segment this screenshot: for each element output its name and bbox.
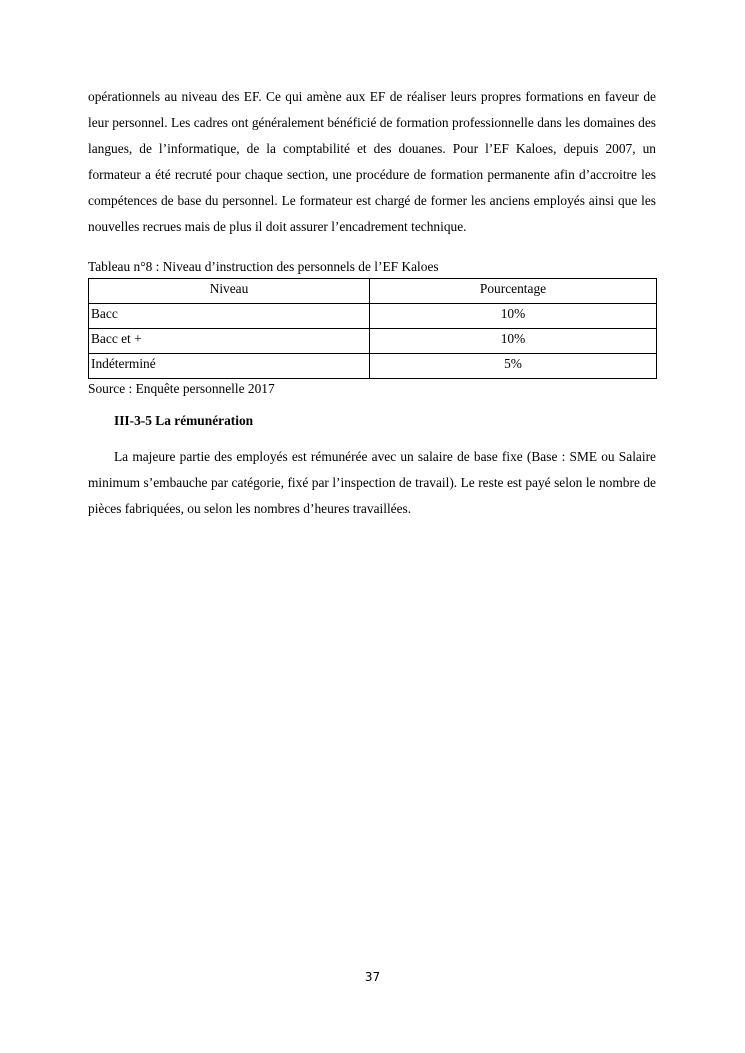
education-level-table <box>88 278 657 379</box>
page-content <box>88 84 656 522</box>
cell-level: Bacc et + <box>89 329 370 354</box>
cell-level: Indéterminé <box>89 354 370 379</box>
table-caption: Tableau n°8 : Niveau d’instruction des personnels de l’EF Kaloes <box>88 259 439 274</box>
header-percent: Pourcentage <box>370 279 657 304</box>
cell-level: Bacc <box>89 304 370 329</box>
table-row <box>89 329 657 354</box>
page-number: 37 <box>364 970 381 984</box>
section-paragraph: La majeure partie des employés est rémunérée avec un salaire de base fixe (Base : SME ou Salaire minimum s’embauche par catégorie, fixé par l’inspection de travail). Le reste est payé selon le nombre de pièces fabriquées, ou selon les nombres d’heures travaillées. <box>88 449 656 516</box>
cell-percent: 5% <box>370 354 657 379</box>
cell-percent: 10% <box>370 329 657 354</box>
cell-percent: 10% <box>370 304 657 329</box>
table-header-row <box>89 279 657 304</box>
header-level: Niveau <box>89 279 370 304</box>
intro-paragraph: opérationnels au niveau des EF. Ce qui amène aux EF de réaliser leurs propres formations en faveur de leur personnel. Les cadres ont généralement bénéficié de formation professionnelle dans les domaines des langues, de l’informatique, de la comptabilité et des douanes. Pour l’EF Kaloes, depuis 2007, un formateur a été recruté pour chaque section, une procédure de formation permanente afin d’accroitre les compétences de base du personnel. Le formateur est chargé de former les anciens employés ainsi que les nouvelles recrues mais de plus il doit assurer l’encadrement technique. <box>88 89 656 234</box>
table-source: Source : Enquête personnelle 2017 <box>88 381 275 396</box>
table-row <box>89 354 657 379</box>
table-row <box>89 304 657 329</box>
section-heading: III-3-5 La rémunération <box>114 413 254 428</box>
